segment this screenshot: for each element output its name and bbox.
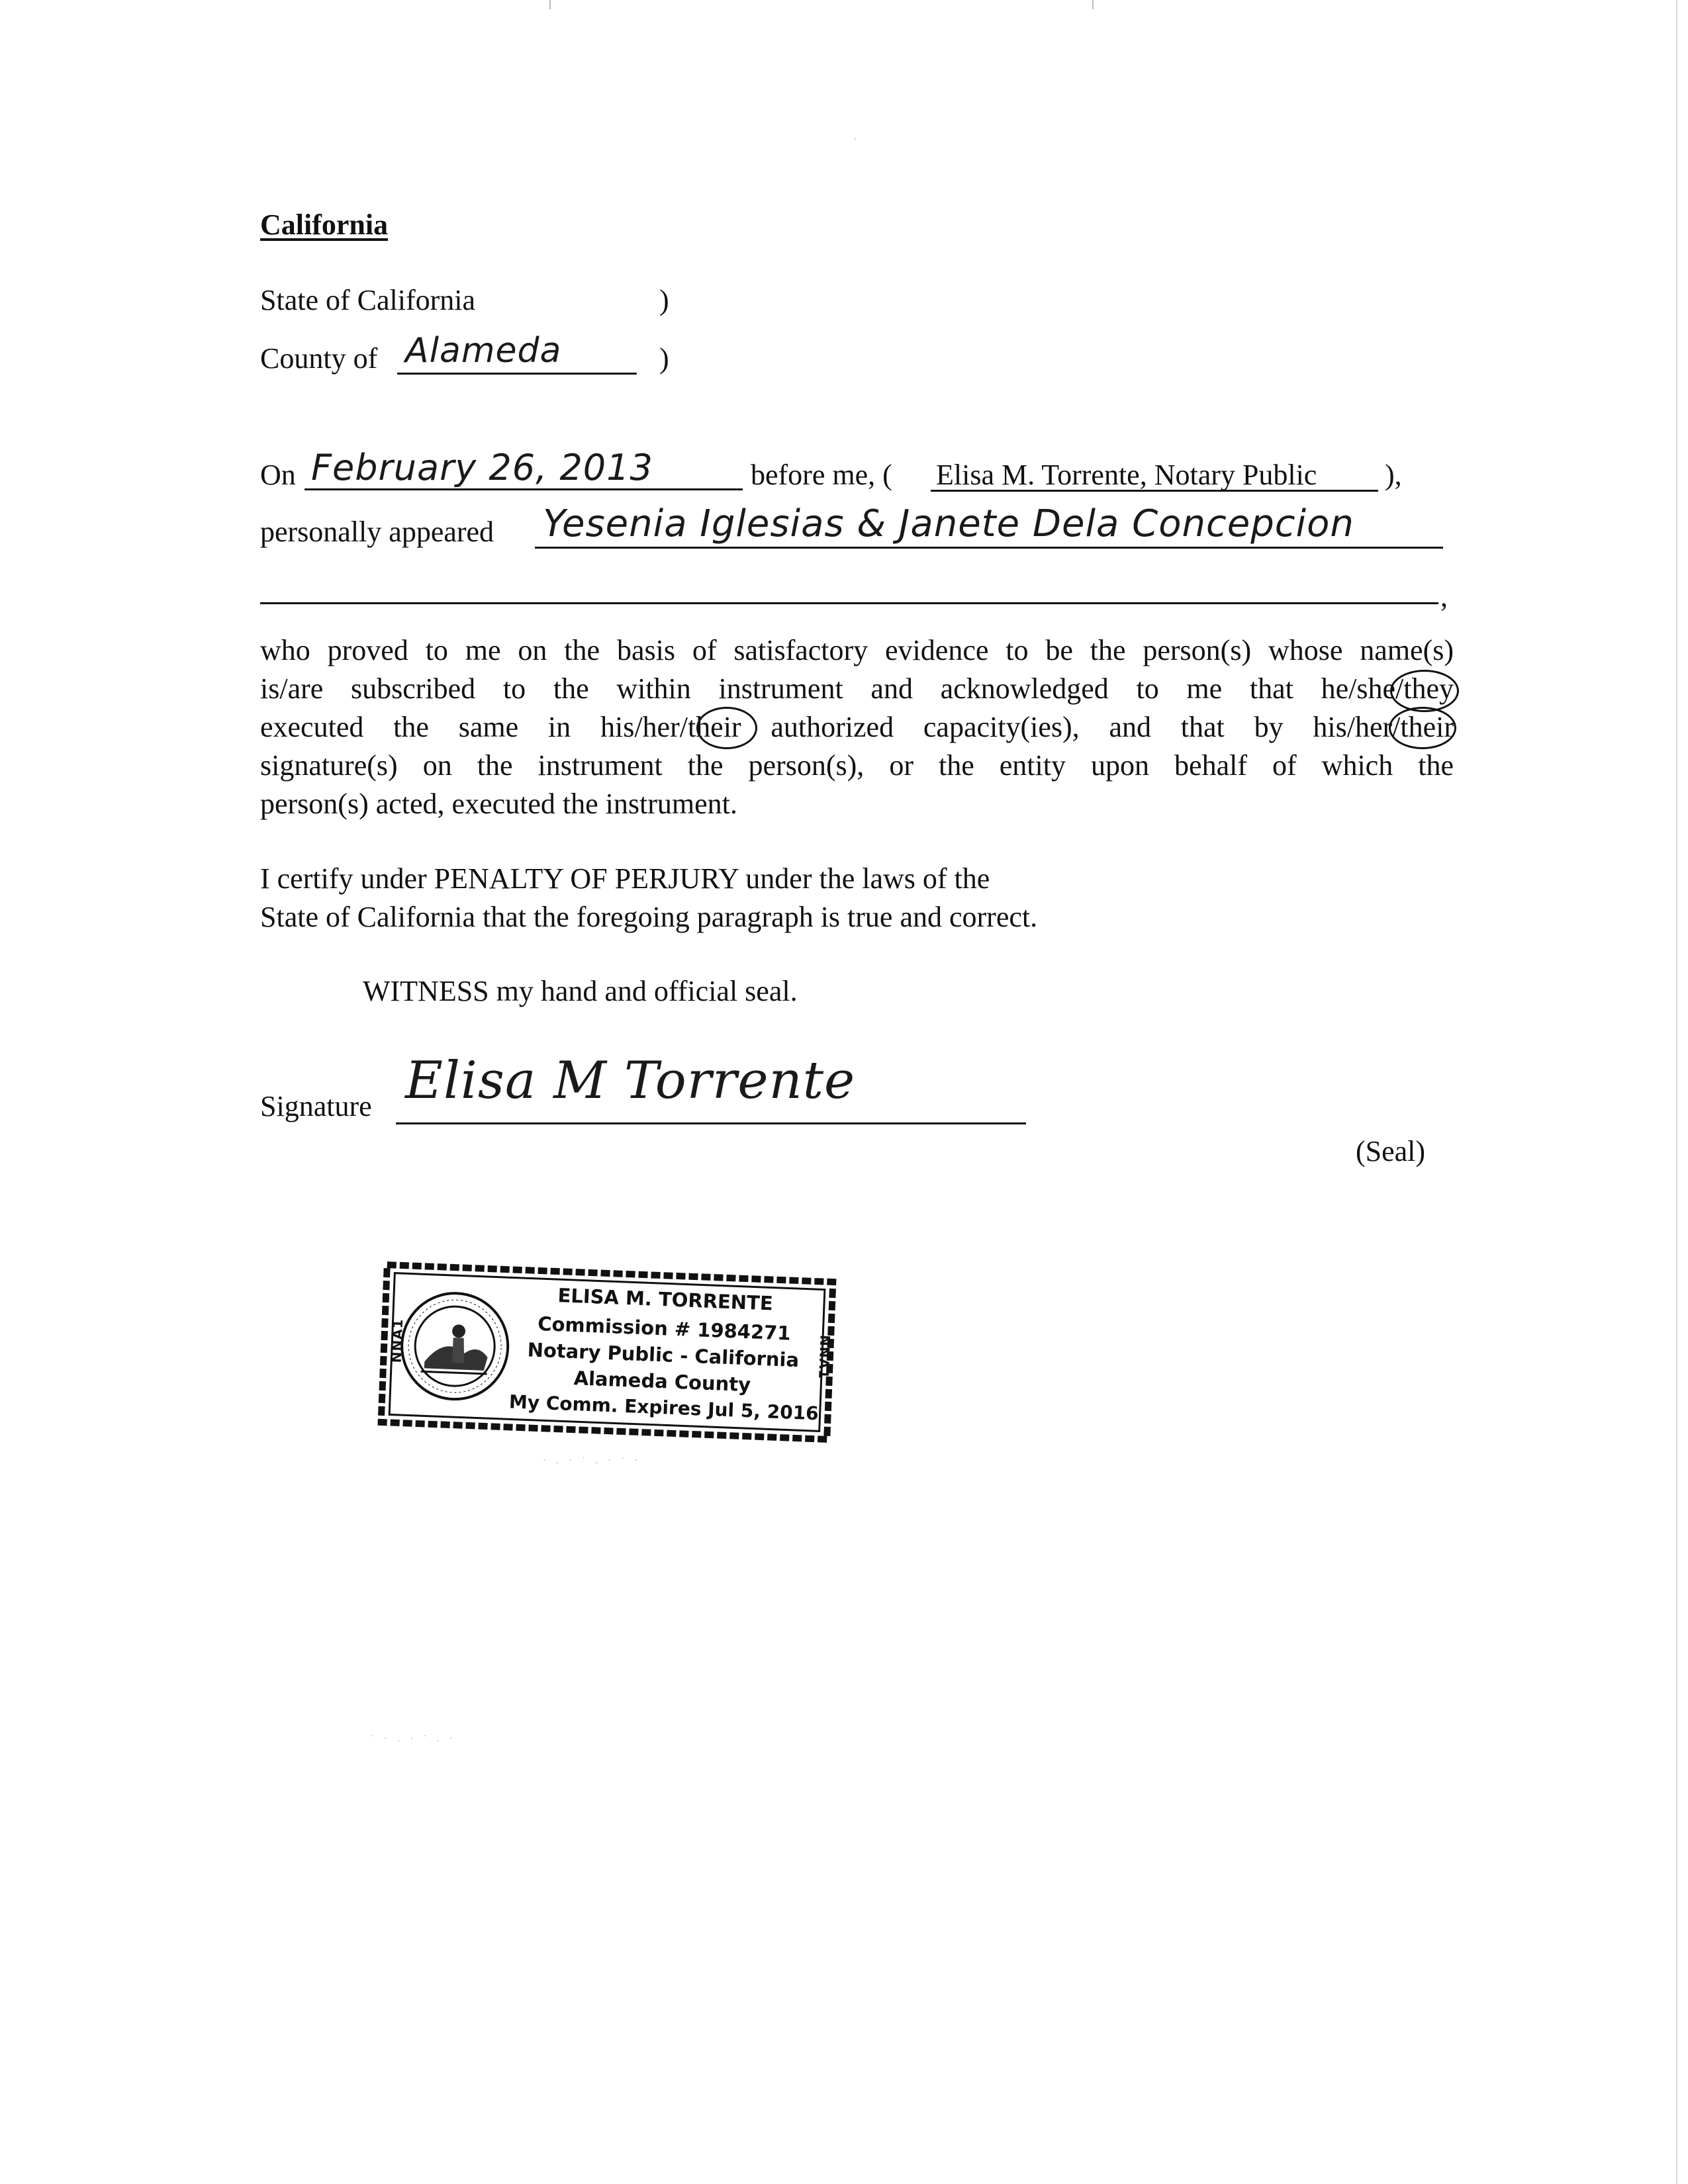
stamp-county: Alameda County — [573, 1367, 751, 1396]
scan-tick-mark — [549, 0, 551, 9]
appeared-underline-2 — [260, 602, 1438, 604]
date-value: February 26, 2013 — [311, 447, 653, 488]
pronoun-circle-they — [1390, 670, 1459, 712]
county-label: County of — [260, 342, 378, 375]
witness-line: WITNESS my hand and official seal. — [363, 975, 798, 1007]
appeared-names: Yesenia Iglesias & Janete Dela Concepcion — [543, 502, 1354, 545]
scan-edge-mark — [1676, 0, 1677, 2184]
body-line: person(s) acted, executed the instrument. — [260, 788, 737, 820]
state-heading: California — [260, 208, 389, 241]
notary-stamp — [375, 1259, 838, 1445]
scan-speckle: · . · ˙ . · ˙ · — [543, 1456, 642, 1466]
stamp-side-mark-right: NNA1 — [816, 1334, 833, 1380]
body-line: is/are subscribed to the within instrument and acknowledged to me that he/she/they — [260, 672, 1454, 705]
stamp-commission: Commission # 1984271 — [537, 1312, 792, 1345]
body-line: who proved to me on the basis of satisfactory evidence to be the person(s) whose name(s) — [260, 634, 1454, 666]
body-line: signature(s) on the instrument the person(s), or the entity upon behalf of which the — [260, 749, 1454, 782]
appeared-underline — [535, 547, 1443, 549]
signature-underline — [396, 1122, 1026, 1124]
acknowledgment-body — [260, 631, 1454, 823]
scan-speckle: . — [854, 132, 861, 142]
seal-label: (Seal) — [1356, 1135, 1426, 1167]
appeared-comma: , — [1440, 580, 1448, 613]
county-underline — [397, 373, 637, 375]
certification-line-1: I certify under PENALTY OF PERJURY under the laws of the — [260, 862, 990, 895]
county-value: Alameda — [405, 331, 562, 371]
state-paren: ) — [659, 284, 669, 316]
scan-speckle: ˙ · . · ˙ . · — [371, 1734, 457, 1744]
state-seal-icon — [397, 1288, 513, 1404]
signature-label: Signature — [260, 1090, 372, 1122]
stamp-title: Notary Public - California — [527, 1338, 800, 1372]
pronoun-circle-their-2 — [1389, 707, 1456, 749]
signature-value: Elisa M Torrente — [405, 1051, 856, 1111]
appeared-label: personally appeared — [260, 516, 494, 548]
stamp-name: ELISA M. TORRENTE — [557, 1284, 774, 1315]
scan-tick-mark — [1092, 0, 1094, 9]
certification-line-2: State of California that the foregoing paragraph is true and correct. — [260, 901, 1038, 933]
officer-close: ), — [1385, 459, 1402, 491]
pronoun-circle-their — [696, 707, 757, 749]
date-underline — [305, 488, 743, 490]
state-line: State of California — [260, 284, 476, 316]
before-me-label: before me, ( — [751, 459, 892, 491]
officer-underline — [931, 490, 1378, 492]
county-paren: ) — [659, 342, 669, 375]
stamp-expires: My Comm. Expires Jul 5, 2016 — [508, 1390, 820, 1425]
stamp-side-mark-left: NNA1 — [388, 1318, 406, 1363]
body-line: executed the same in his/her/their authorized capacity(ies), and that by his/her/their — [260, 711, 1454, 743]
on-label: On — [260, 459, 296, 491]
officer-name: Elisa M. Torrente, Notary Public — [936, 459, 1317, 491]
